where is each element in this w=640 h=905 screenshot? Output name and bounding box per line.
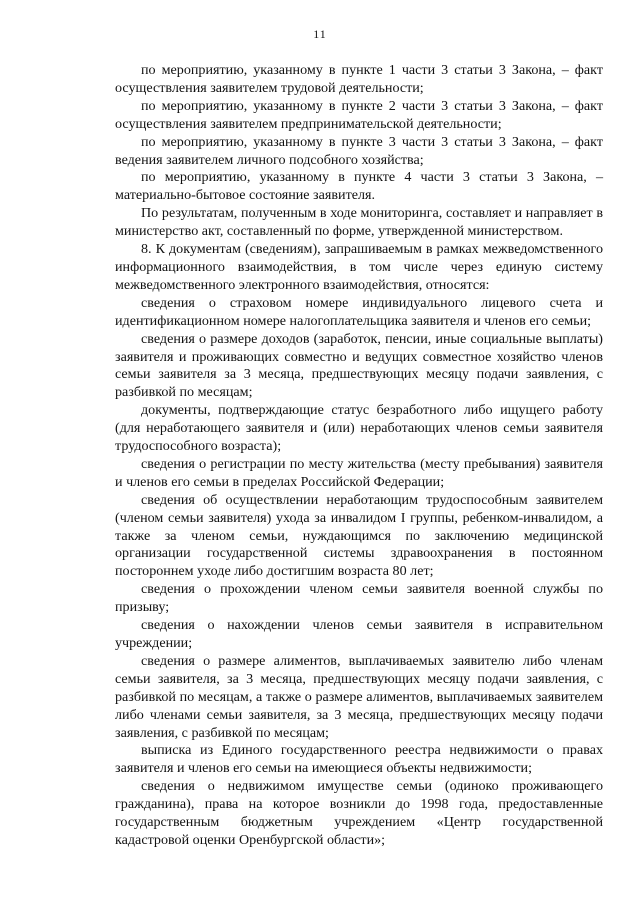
paragraph: по мероприятию, указанному в пункте 3 части 3 статьи 3 Закона, – факт ведения заявителем личного подсобного хозяйства; <box>115 133 603 168</box>
paragraph: сведения о регистрации по месту жительства (месту пребывания) заявителя и членов его семьи в пределах Российской Федерации; <box>115 455 603 490</box>
paragraph: сведения о страховом номере индивидуального лицевого счета и идентификационном номере налогоплательщика заявителя и членов его семьи; <box>115 294 603 329</box>
paragraph: сведения о недвижимом имуществе семьи (одиноко проживающего гражданина), права на которое возникли до 1998 года, предоставленные государственным бюджетным учреждением «Центр государственной кадастровой оценки Оренбургской области»; <box>115 778 603 848</box>
paragraph: по мероприятию, указанному в пункте 1 части 3 статьи 3 Закона, – факт осуществления заявителем трудовой деятельности; <box>115 62 603 96</box>
paragraph: По результатам, полученным в ходе мониторинга, составляет и направляет в министерство акт, составленный по форме, утвержденной министерством. <box>115 205 603 240</box>
paragraph: сведения о нахождении членов семьи заявителя в исправительном учреждении; <box>115 617 603 651</box>
paragraph: по мероприятию, указанному в пункте 2 части 3 статьи 3 Закона, – факт осуществления заявителем предпринимательской деятельности; <box>115 97 603 132</box>
paragraph: сведения о размере доходов (заработок, пенсии, иные социальные выплаты) заявителя и проживающих совместно и ведущих совместное хозяйство членов семьи заявителя за 3 месяца, предшествующих месяцу подачи заявления, с разбивкой по месяцам; <box>115 330 603 401</box>
paragraph: по мероприятию, указанному в пункте 4 части 3 статьи 3 Закона, – материально-бытовое состояние заявителя. <box>115 169 603 204</box>
paragraph: сведения о прохождении членом семьи заявителя военной службы по призыву; <box>115 581 603 616</box>
paragraph: 8. К документам (сведениям), запрашиваемым в рамках межведомственного информационного взаимодействия, в том числе через единую систему межведомственного электронного взаимодействия, относятся: <box>115 241 603 293</box>
paragraph: сведения о размере алиментов, выплачиваемых заявителю либо членам семьи заявителя, за 3 месяца, предшествующих месяцу подачи заявления, с разбивкой по месяцам, а также о размере алиментов, выплачиваемых заявителем либо членами семьи заявителя, за 3 месяца, предшествующих месяцу подачи заявления, с разбивкой по месяцам; <box>115 652 603 741</box>
paragraph: сведения об осуществлении неработающим трудоспособным заявителем (членом семьи заявителя) ухода за инвалидом I группы, ребенком-инвалидом, а также за членом семьи, нуждающимся по заключению медицинской организации государственной системы здравоохранения в постоянном постороннем уходе либо достигшим возраста 80 лет; <box>115 491 603 580</box>
page-number: 11 <box>313 27 327 41</box>
paragraph: выписка из Единого государственного реестра недвижимости о правах заявителя и членов его семьи на имеющиеся объекты недвижимости; <box>115 742 603 777</box>
paragraph: документы, подтверждающие статус безработного либо ищущего работу (для неработающего заявителя и (или) неработающих членов семьи заявителя трудоспособного возраста); <box>115 402 603 455</box>
document-body <box>115 62 603 850</box>
